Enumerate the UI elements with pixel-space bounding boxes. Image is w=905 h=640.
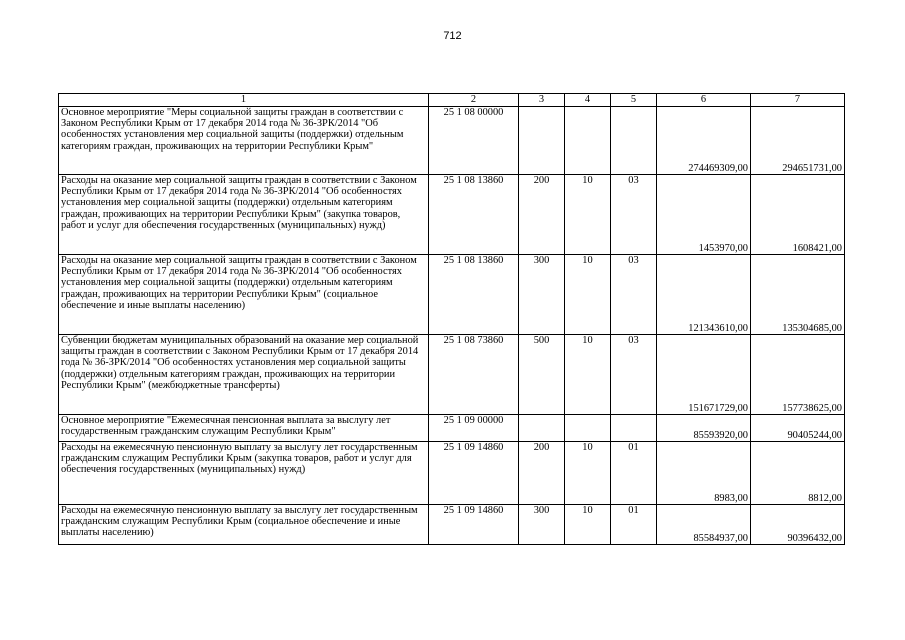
row-amount7-cell: 90396432,00	[751, 505, 845, 545]
row-col5-cell: 01	[611, 442, 657, 505]
column-header: 5	[611, 94, 657, 107]
budget-table	[58, 93, 845, 545]
row-code-cell: 25 1 09 00000	[429, 415, 519, 442]
row-col3-cell: 200	[519, 442, 565, 505]
row-name-cell: Расходы на оказание мер социальной защиты граждан в соответствии с Законом Республики Крым от 17 декабря 2014 года № 36-ЗРК/2014 "Об особенностях установления мер социальной защиты (поддержки) отдельным категориям граждан, проживающих на территории Республики Крым" (закупка товаров, работ и услуг для обеспечения государственных (муниципальных) нужд)	[59, 175, 429, 255]
row-col4-cell: 10	[565, 255, 611, 335]
row-amount6-cell: 1453970,00	[657, 175, 751, 255]
row-col5-cell: 01	[611, 505, 657, 545]
row-col4-cell	[565, 415, 611, 442]
row-code-cell: 25 1 08 13860	[429, 175, 519, 255]
table-row	[59, 442, 845, 505]
table-row	[59, 255, 845, 335]
row-amount6-cell: 151671729,00	[657, 335, 751, 415]
row-col5-cell	[611, 107, 657, 175]
table-row	[59, 415, 845, 442]
page-number: 712	[443, 30, 462, 42]
row-amount7-cell: 8812,00	[751, 442, 845, 505]
row-name-cell: Основное мероприятие "Ежемесячная пенсионная выплата за выслугу лет государственным гражданским служащим Республики Крым"	[59, 415, 429, 442]
row-code-cell: 25 1 09 14860	[429, 505, 519, 545]
row-code-cell: 25 1 08 73860	[429, 335, 519, 415]
row-amount7-cell: 1608421,00	[751, 175, 845, 255]
row-amount6-cell: 8983,00	[657, 442, 751, 505]
row-col3-cell: 300	[519, 255, 565, 335]
table-row	[59, 335, 845, 415]
table-row	[59, 175, 845, 255]
row-name-cell: Основное мероприятие "Меры социальной защиты граждан в соответствии с Законом Республики Крым от 17 декабря 2014 года № 36-ЗРК/2014 "Об особенностях установления мер социальной защиты (поддержки) отдельным категориям граждан, проживающих на территории Республики Крым"	[59, 107, 429, 175]
row-amount7-cell: 90405244,00	[751, 415, 845, 442]
row-name-cell: Расходы на ежемесячную пенсионную выплату за выслугу лет государственным гражданским служащим Республики Крым (социальное обеспечение и иные выплаты населению)	[59, 505, 429, 545]
row-col4-cell: 10	[565, 335, 611, 415]
row-name-cell: Субвенции бюджетам муниципальных образований на оказание мер социальной защиты граждан в соответствии с Законом Республики Крым от 17 декабря 2014 года № 36-ЗРК/2014 "Об особенностях установления мер социальной защиты (поддержки) отдельным категориям граждан, проживающих на территории Республики Крым" (межбюджетные трансферты)	[59, 335, 429, 415]
column-header: 3	[519, 94, 565, 107]
table-row	[59, 107, 845, 175]
row-code-cell: 25 1 09 14860	[429, 442, 519, 505]
row-col3-cell: 300	[519, 505, 565, 545]
column-header: 7	[751, 94, 845, 107]
table-header-row	[59, 94, 845, 107]
row-amount7-cell: 294651731,00	[751, 107, 845, 175]
column-header: 2	[429, 94, 519, 107]
row-amount6-cell: 121343610,00	[657, 255, 751, 335]
column-header: 4	[565, 94, 611, 107]
row-col4-cell: 10	[565, 505, 611, 545]
row-name-cell: Расходы на ежемесячную пенсионную выплату за выслугу лет государственным гражданским служащим Республики Крым (закупка товаров, работ и услуг для обеспечения государственных (муниципальных) нужд)	[59, 442, 429, 505]
row-col4-cell: 10	[565, 442, 611, 505]
row-col5-cell: 03	[611, 255, 657, 335]
row-amount6-cell: 274469309,00	[657, 107, 751, 175]
column-header: 6	[657, 94, 751, 107]
row-code-cell: 25 1 08 00000	[429, 107, 519, 175]
row-col3-cell	[519, 415, 565, 442]
row-col4-cell: 10	[565, 175, 611, 255]
row-amount7-cell: 157738625,00	[751, 335, 845, 415]
row-code-cell: 25 1 08 13860	[429, 255, 519, 335]
row-col5-cell	[611, 415, 657, 442]
row-col5-cell: 03	[611, 175, 657, 255]
column-header: 1	[59, 94, 429, 107]
row-amount6-cell: 85584937,00	[657, 505, 751, 545]
row-col4-cell	[565, 107, 611, 175]
row-col3-cell: 200	[519, 175, 565, 255]
row-col3-cell: 500	[519, 335, 565, 415]
row-col3-cell	[519, 107, 565, 175]
table-row	[59, 505, 845, 545]
row-col5-cell: 03	[611, 335, 657, 415]
row-amount6-cell: 85593920,00	[657, 415, 751, 442]
row-name-cell: Расходы на оказание мер социальной защиты граждан в соответствии с Законом Республики Крым от 17 декабря 2014 года № 36-ЗРК/2014 "Об особенностях установления мер социальной защиты (поддержки) отдельным категориям граждан, проживающих на территории Республики Крым" (социальное обеспечение и иные выплаты населению)	[59, 255, 429, 335]
row-amount7-cell: 135304685,00	[751, 255, 845, 335]
